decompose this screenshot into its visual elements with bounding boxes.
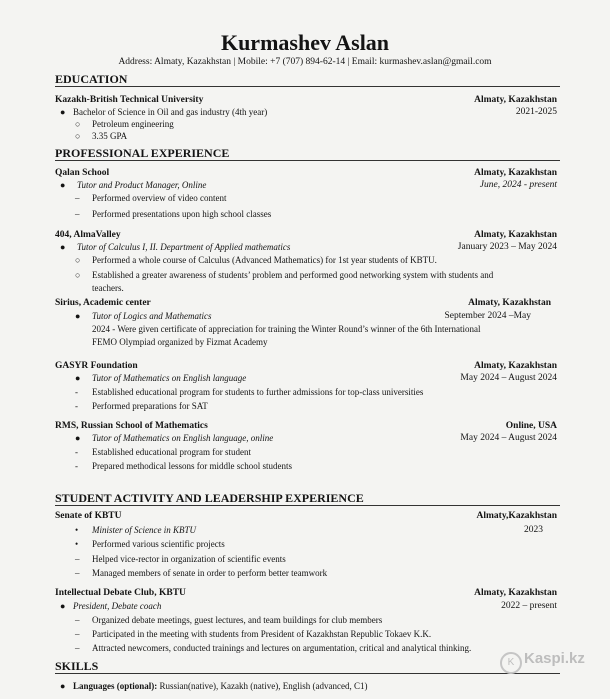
role-dates: September 2024 –May [444, 311, 531, 321]
languages-value: Russian(native), Kazakh (native), English (advanced, C1) [159, 681, 368, 691]
org-location: Almaty, Kazakhstan [468, 298, 551, 308]
degree-text: Bachelor of Science in Oil and gas industry (4th year) [73, 107, 268, 117]
contact-line: Address: Almaty, Kazakhstan | Mobile: +7 (707) 894-62-14 | Email: kurmashev.aslan@gmail.com [118, 57, 492, 67]
role-text: Tutor of Calculus I, II. Department of Applied mathematics [77, 242, 291, 252]
org-location: Almaty, Kazakhstan [474, 168, 557, 178]
role-text: Minister of Science in KBTU [92, 525, 196, 535]
experience-heading: PROFESSIONAL EXPERIENCE [55, 146, 560, 161]
role-dates: May 2024 – August 2024 [460, 433, 557, 443]
org-name: GASYR Foundation [55, 361, 138, 371]
role-text: Tutor of Mathematics on English language [92, 373, 247, 383]
org-name: Sirius, Academic center [55, 298, 151, 308]
org-name: 404, AlmaValley [55, 230, 121, 240]
role-dates: May 2024 – August 2024 [460, 373, 557, 383]
role-text: Tutor of Logics and Mathematics [92, 311, 212, 321]
skills-heading: SKILLS [55, 659, 560, 674]
school-name: Kazakh-British Technical University [55, 95, 204, 105]
languages-label: Languages (optional): [73, 681, 158, 691]
org-name: Senate of KBTU [55, 511, 122, 521]
education-heading: EDUCATION [55, 72, 560, 87]
watermark-text: Kaspi.kz [524, 650, 585, 667]
school-location: Almaty, Kazakhstan [474, 95, 557, 105]
org-name: Qalan School [55, 168, 110, 178]
org-name: RMS, Russian School of Mathematics [55, 421, 208, 431]
org-name: Intellectual Debate Club, KBTU [55, 588, 186, 598]
org-location: Almaty, Kazakhstan [474, 588, 557, 598]
role-text: Tutor of Mathematics on English language, online [92, 433, 274, 443]
role-dates: June, 2024 - present [479, 180, 557, 190]
role-text: Tutor and Product Manager, Online [77, 180, 207, 190]
role-dates: 2023 [524, 525, 543, 535]
kaspi-logo-icon: K [500, 652, 522, 674]
activity-heading: STUDENT ACTIVITY AND LEADERSHIP EXPERIENCE [55, 491, 560, 506]
org-location: Almaty,Kazakhstan [476, 511, 557, 521]
role-dates: January 2023 – May 2024 [457, 242, 557, 252]
bullet-mark: ● [60, 107, 66, 117]
education-years: 2021-2025 [515, 107, 557, 117]
role-dates: 2022 – present [501, 601, 557, 611]
role-text: President, Debate coach [73, 601, 162, 611]
org-location: Almaty, Kazakhstan [474, 230, 557, 240]
org-location: Almaty, Kazakhstan [474, 361, 557, 371]
resume-name: Kurmashev Aslan [220, 30, 390, 55]
resume-page: Kurmashev Aslan Address: Almaty, Kazakhstan | Mobile: +7 (707) 894-62-14 | Email: kurmashev.aslan@gmail.com EDUCATION Kazakh-British Technical University Almaty, Kazakhstan ● Bachelor of Science in Oil and gas industry (4th year) 2021-2025 ○ Petroleum engineering ○ 3.35 GPA PROFESSIONAL EXPERIENCE Qalan School Almaty, Kazakhstan ● Tutor and Product Manager, Online June, 2024 - present – Performed overview of video content – Performed presentations upon high school classes 404, AlmaValley Almaty, Kazakhstan ● Tutor of Calculus I, II. Department of Applied mathematics January 2023 – May 2024 ○ Performed a whole course of Calculus (Advanced Mathematics) for 1st year students of KBTU. ○ Established a greater awareness of students’ problem and performed good networking system with students and teachers. Sirius, Academic center Almaty, Kazakhstan ● Tutor of Logics and Mathematics September 2024 –May 2024 - Were given certificate of appreciation for training the Winter Round’s winner of the 6th International FEMO Olympiad organized by Fizmat Academy GASYR Foundation Almaty, Kazakhstan ● Tutor of Mathematics on English language May 2024 – August 2024 - Established educational program for students to further admissions for top-class universities - Performed preparations for SAT RMS, Russian School of Mathematics Online, USA ● Tutor of Mathematics on English language, online May 2024 – August 2024 - Established educational program for student - Prepared methodical lessons for middle school students STUDENT ACTIVITY AND LEADERSHIP EXPERIENCE Senate of KBTU Almaty,Kazakhstan • Minister of Science in KBTU 2023 • Performed various scientific projects – Helped vice-rector in organization of scientific events – Managed members of senate in order to perform better teamwork Intellectual Debate Club, KBTU Almaty, Kazakhstan ● President, Debate coach 2022 – present – Organized debate meetings, guest lectures, and team buildings for club members – Participated in the meeting with students from President of Kazakhstan Republic Tokaev K.K. – Attracted newcomers, conducted trainings and lectures on argumentation, critical and analytical thinking. SKILLS ● Languages (optional): Russian(native), Kazakh (native), English (advanced, C1) K Kaspi.kz [0, 0, 610, 699]
org-location: Online, USA [505, 421, 557, 431]
